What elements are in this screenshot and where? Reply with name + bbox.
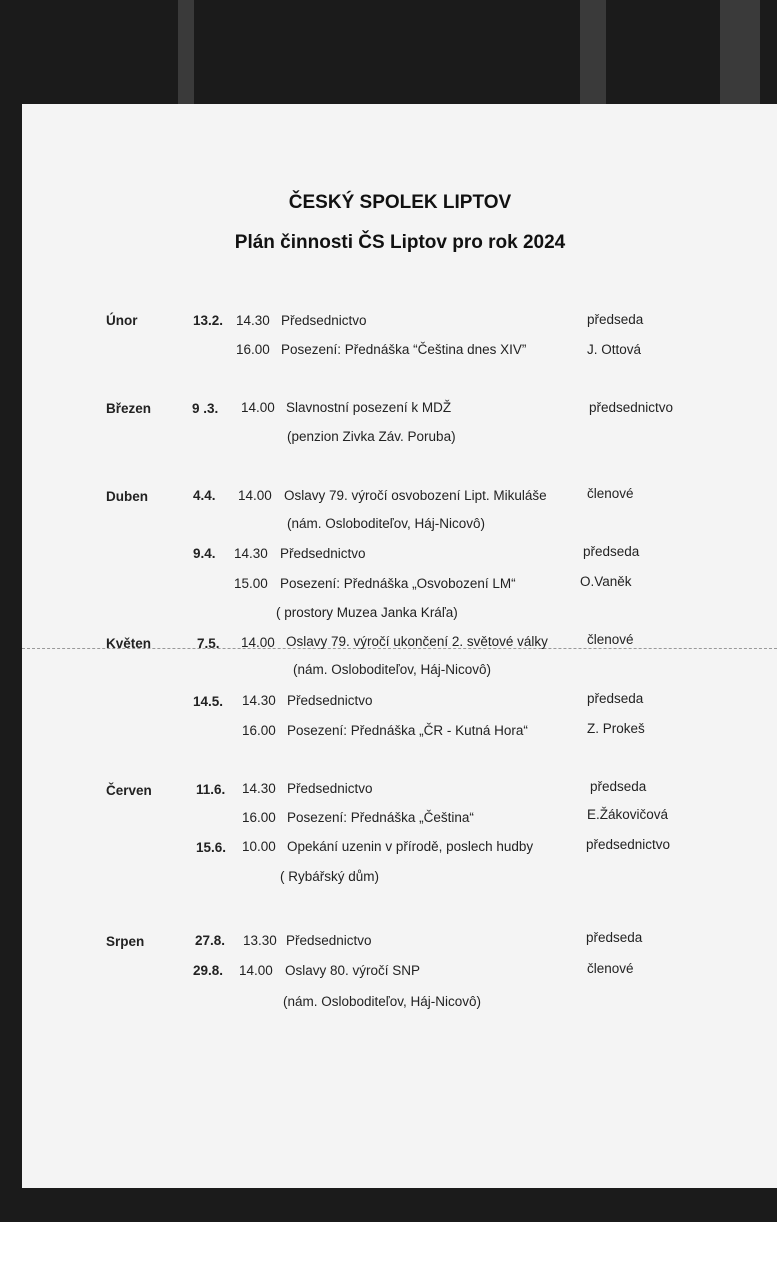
event-responsible: Z. Prokeš bbox=[587, 721, 645, 736]
event-time: 15.00 bbox=[234, 576, 268, 591]
event-location-note: ( prostory Muzea Janka Kráľa) bbox=[276, 605, 458, 620]
event-responsible: J. Ottová bbox=[587, 342, 642, 357]
event-date: 9.4. bbox=[193, 546, 216, 561]
event-time: 13.30 bbox=[243, 933, 277, 948]
event-date: 13.2. bbox=[193, 313, 224, 328]
event-responsible: členové bbox=[587, 961, 634, 976]
event-responsible: předsednictvo bbox=[589, 400, 674, 415]
event-activity: Posezení: Přednáška „ČR - Kutná Hora“ bbox=[287, 723, 528, 738]
event-date: 9 .3. bbox=[192, 401, 219, 416]
event-responsible: předseda bbox=[583, 544, 640, 559]
event-date: 27.8. bbox=[195, 933, 226, 948]
event-activity: Předsednictvo bbox=[287, 781, 373, 796]
event-time: 14.00 bbox=[241, 635, 275, 650]
event-location-note: (nám. Osloboditeľov, Háj-Nicovô) bbox=[287, 516, 486, 531]
event-time: 14.30 bbox=[242, 781, 276, 796]
month-label: Srpen bbox=[106, 934, 145, 949]
event-activity: Posezení: Přednáška „Osvobození LM“ bbox=[280, 576, 516, 591]
event-responsible: O.Vaněk bbox=[580, 574, 632, 589]
event-responsible: předseda bbox=[587, 312, 644, 327]
event-responsible: předseda bbox=[587, 691, 644, 706]
event-activity: Oslavy 80. výročí SNP bbox=[285, 963, 421, 978]
event-location-note: (penzion Zivka Záv. Poruba) bbox=[287, 429, 456, 444]
event-time: 16.00 bbox=[242, 723, 276, 738]
event-time: 14.30 bbox=[236, 313, 270, 328]
event-activity: Předsednictvo bbox=[281, 313, 367, 328]
scan-streak bbox=[580, 0, 606, 104]
event-responsible: členové bbox=[587, 486, 634, 501]
event-date: 4.4. bbox=[193, 488, 216, 503]
event-date: 14.5. bbox=[193, 694, 224, 709]
event-date: 11.6. bbox=[196, 782, 226, 797]
event-time: 14.00 bbox=[238, 488, 272, 503]
event-time: 14.00 bbox=[241, 400, 275, 415]
event-time: 10.00 bbox=[242, 839, 276, 854]
document-title: ČESKÝ SPOLEK LIPTOV bbox=[288, 192, 512, 213]
event-responsible: E.Žákovičová bbox=[587, 807, 669, 822]
event-time: 14.30 bbox=[242, 693, 276, 708]
scan-streak bbox=[720, 0, 760, 104]
event-time: 16.00 bbox=[236, 342, 270, 357]
event-activity: Opekání uzenin v přírodě, poslech hudby bbox=[287, 839, 534, 854]
event-activity: Předsednictvo bbox=[287, 693, 373, 708]
event-activity: Oslavy 79. výročí osvobození Lipt. Mikuláše bbox=[284, 488, 547, 503]
event-date: 7.5. bbox=[197, 636, 220, 651]
event-time: 14.30 bbox=[234, 546, 268, 561]
event-activity: Slavnostní posezení k MDŽ bbox=[286, 400, 452, 415]
event-responsible: předsednictvo bbox=[586, 837, 671, 852]
event-location-note: ( Rybářský dům) bbox=[280, 869, 380, 884]
event-location-note: (nám. Osloboditeľov, Háj-Nicovô) bbox=[293, 662, 492, 677]
event-date: 15.6. bbox=[196, 840, 227, 855]
event-date: 29.8. bbox=[193, 963, 224, 978]
event-activity: Předsednictvo bbox=[280, 546, 366, 561]
document-subtitle: Plán činnosti ČS Liptov pro rok 2024 bbox=[234, 232, 566, 253]
event-activity: Oslavy 79. výročí ukončení 2. světové války bbox=[286, 634, 548, 649]
event-responsible: předseda bbox=[586, 930, 643, 945]
month-label: Únor bbox=[106, 313, 138, 328]
event-responsible: předseda bbox=[590, 779, 647, 794]
event-responsible: členové bbox=[587, 632, 634, 647]
event-activity: Předsednictvo bbox=[286, 933, 372, 948]
month-label: Březen bbox=[106, 401, 152, 416]
month-label: Duben bbox=[106, 489, 148, 504]
event-activity: Posezení: Přednáška “Čeština dnes XIV” bbox=[281, 342, 527, 357]
event-time: 16.00 bbox=[242, 810, 276, 825]
event-activity: Posezení: Přednáška „Čeština“ bbox=[287, 810, 474, 825]
event-time: 14.00 bbox=[239, 963, 273, 978]
month-label: Červen bbox=[106, 783, 152, 798]
scan-streak bbox=[178, 0, 194, 104]
month-label: Květen bbox=[106, 636, 152, 651]
event-location-note: (nám. Osloboditeľov, Háj-Nicovô) bbox=[283, 994, 482, 1009]
